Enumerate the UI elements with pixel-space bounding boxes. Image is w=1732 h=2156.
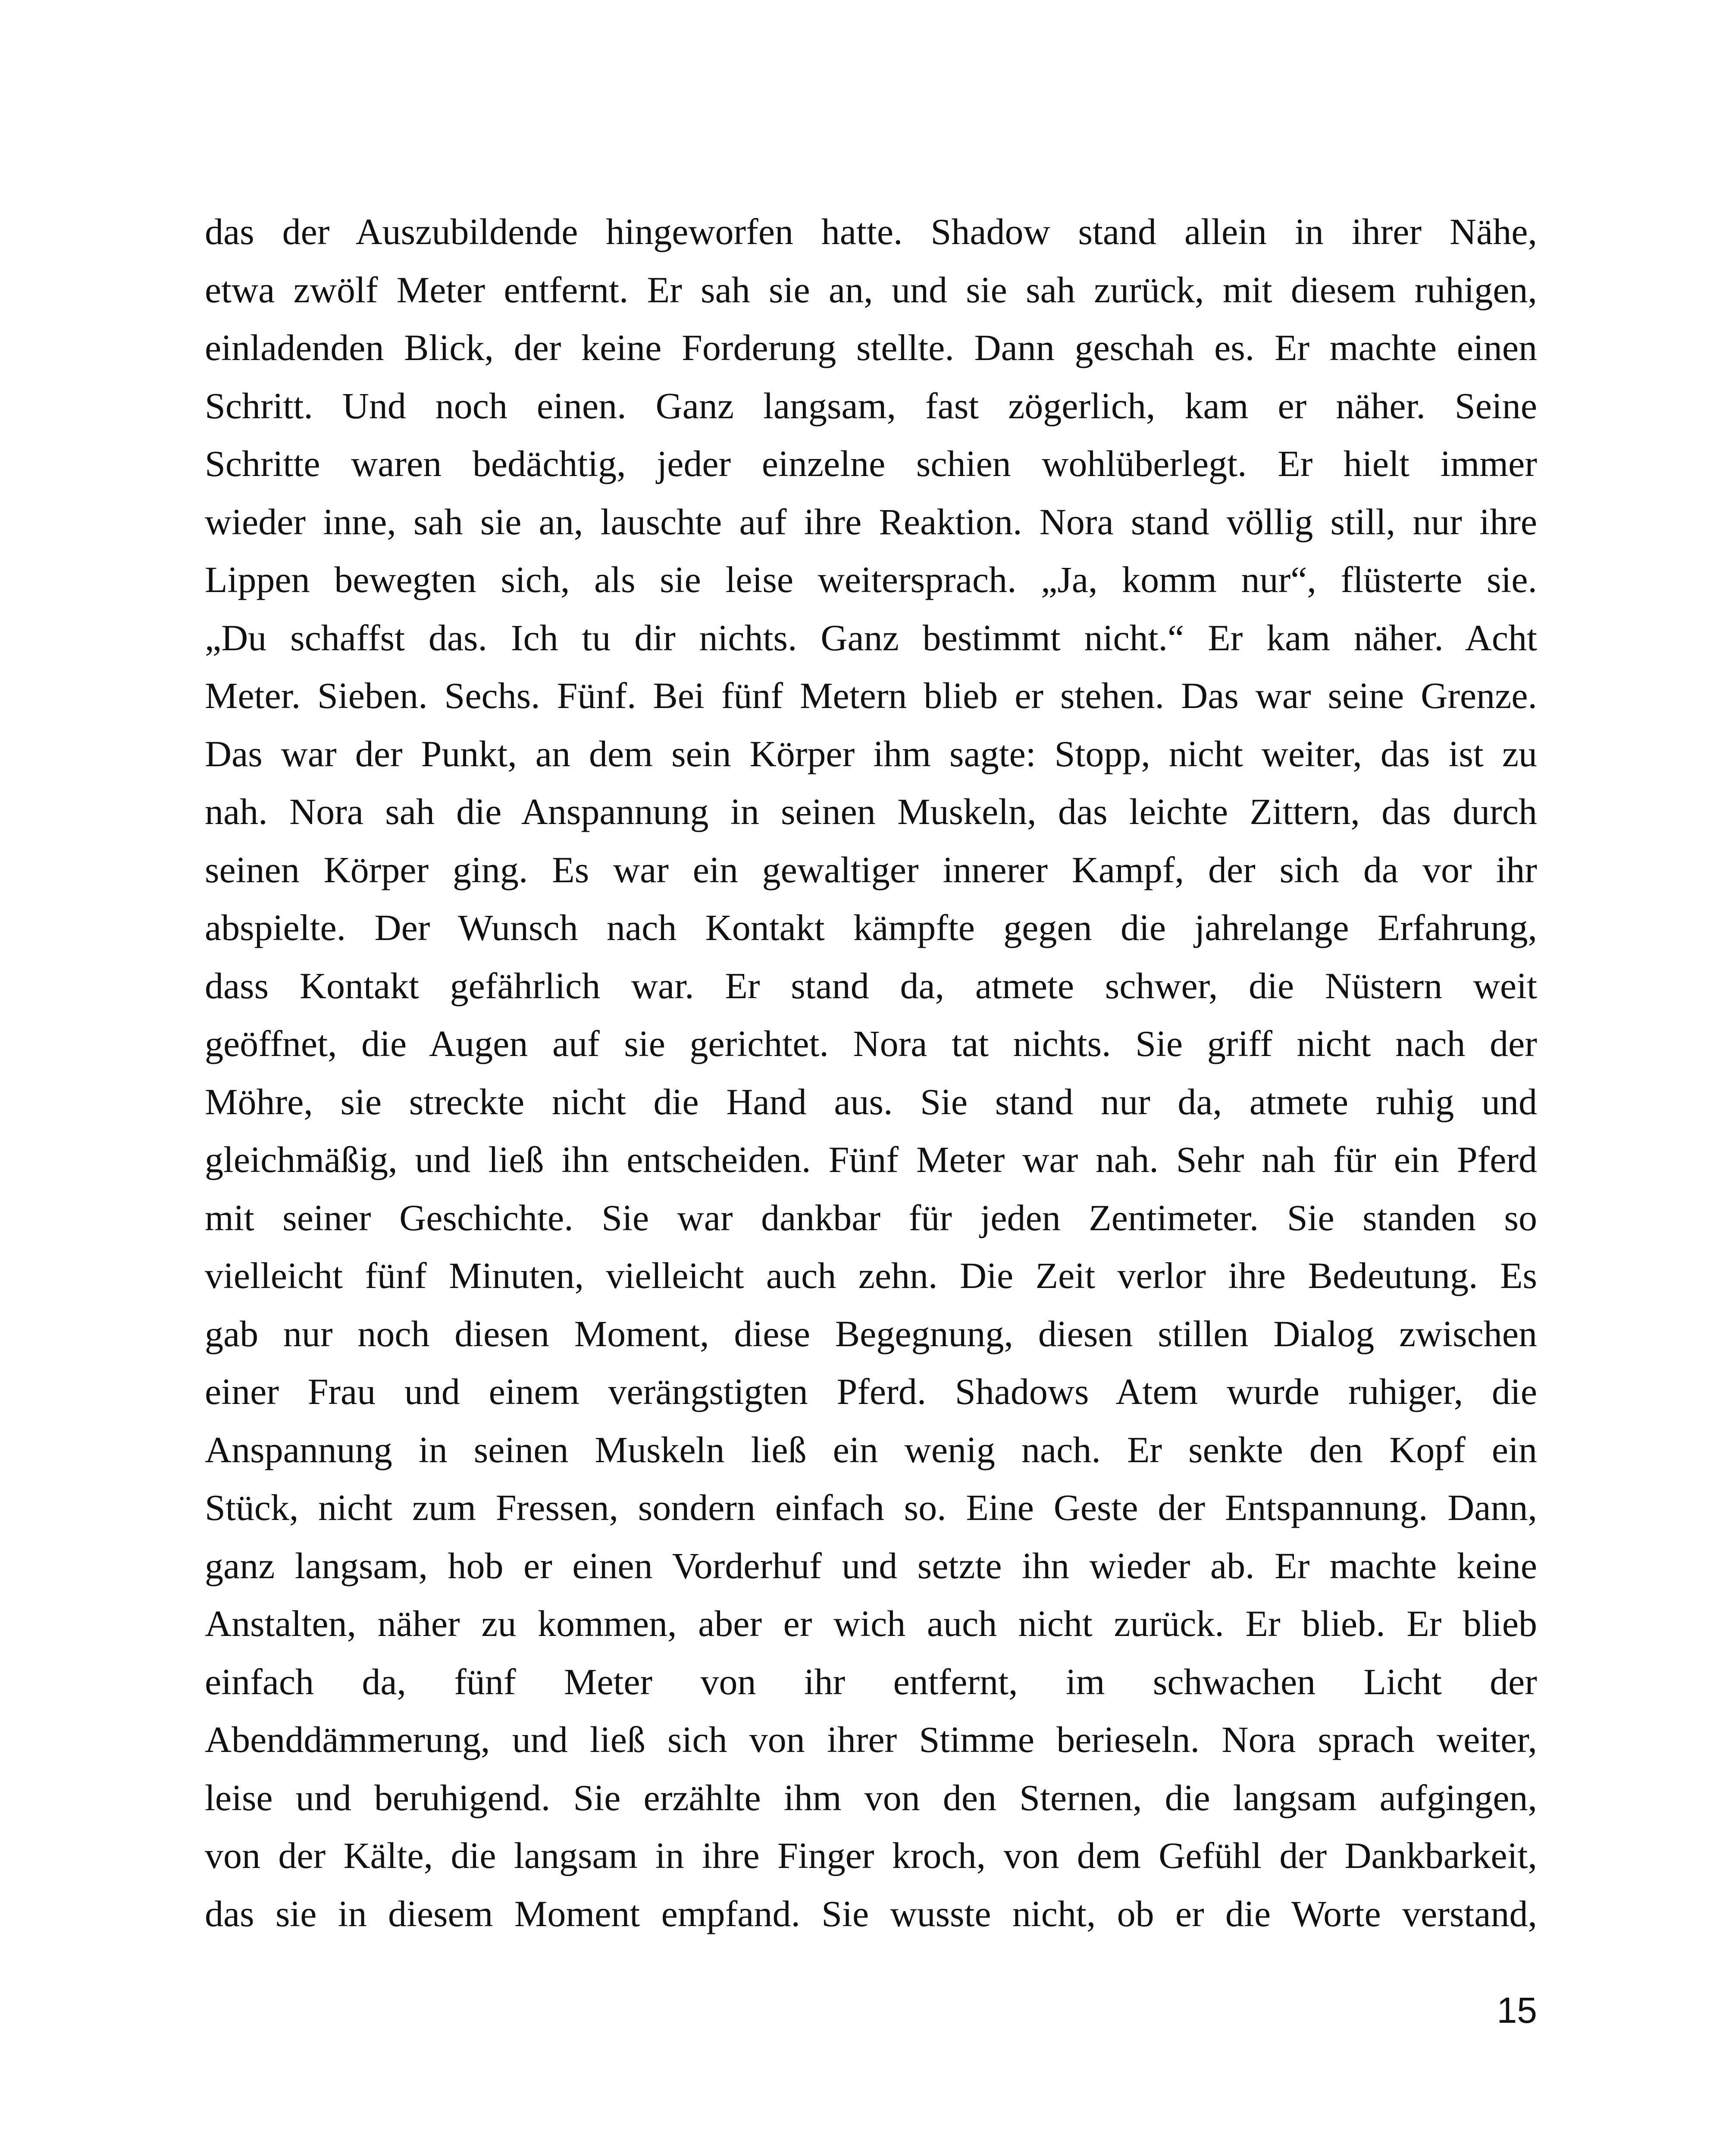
text-line: ganz langsam, hob er einen Vorderhuf und setzte ihn wieder ab. Er machte keine [205, 1545, 1537, 1586]
text-line: von der Kälte, die langsam in ihre Finger kroch, von dem Gefühl der Dankbarkeit, [205, 1835, 1537, 1876]
text-line: Das war der Punkt, an dem sein Körper ihm sagte: Stopp, nicht weiter, das ist zu [205, 733, 1537, 774]
text-line: das sie in diesem Moment empfand. Sie wusste nicht, ob er die Worte verstand, [205, 1893, 1537, 1934]
text-line: einer Frau und einem verängstigten Pferd. Shadows Atem wurde ruhiger, die [205, 1371, 1537, 1412]
text-line: nah. Nora sah die Anspannung in seinen Muskeln, das leichte Zittern, das durch [205, 791, 1537, 832]
text-line: Abenddämmerung, und ließ sich von ihrer Stimme berieseln. Nora sprach weiter, [205, 1719, 1537, 1760]
text-line: etwa zwölf Meter entfernt. Er sah sie an, und sie sah zurück, mit diesem ruhigen, [205, 269, 1537, 310]
text-line: Meter. Sieben. Sechs. Fünf. Bei fünf Metern blieb er stehen. Das war seine Grenze. [205, 675, 1537, 716]
text-line: gab nur noch diesen Moment, diese Begegnung, diesen stillen Dialog zwischen [205, 1313, 1537, 1354]
text-line: geöffnet, die Augen auf sie gerichtet. Nora tat nichts. Sie griff nicht nach der [205, 1023, 1537, 1064]
page-number: 15 [1497, 1990, 1537, 2031]
text-line: das der Auszubildende hingeworfen hatte. Shadow stand allein in ihrer Nähe, [205, 211, 1537, 252]
text-line: „Du schaffst das. Ich tu dir nichts. Ganz bestimmt nicht.“ Er kam näher. Acht [205, 617, 1537, 658]
text-line: Anstalten, näher zu kommen, aber er wich auch nicht zurück. Er blieb. Er blieb [205, 1603, 1537, 1644]
text-line: mit seiner Geschichte. Sie war dankbar für jeden Zentimeter. Sie standen so [205, 1197, 1537, 1238]
text-line: Möhre, sie streckte nicht die Hand aus. Sie stand nur da, atmete ruhig und [205, 1081, 1537, 1122]
text-line: abspielte. Der Wunsch nach Kontakt kämpfte gegen die jahrelange Erfahrung, [205, 907, 1537, 948]
text-line: Schritt. Und noch einen. Ganz langsam, fast zögerlich, kam er näher. Seine [205, 385, 1537, 426]
text-line: einladenden Blick, der keine Forderung stellte. Dann geschah es. Er machte einen [205, 327, 1537, 368]
text-line: einfach da, fünf Meter von ihr entfernt, im schwachen Licht der [205, 1661, 1537, 1702]
text-line: gleichmäßig, und ließ ihn entscheiden. Fünf Meter war nah. Sehr nah für ein Pferd [205, 1139, 1537, 1180]
text-line: Lippen bewegten sich, als sie leise weitersprach. „Ja, komm nur“, flüsterte sie. [205, 559, 1537, 600]
text-line: Stück, nicht zum Fressen, sondern einfach so. Eine Geste der Entspannung. Dann, [205, 1487, 1537, 1528]
text-line: wieder inne, sah sie an, lauschte auf ihre Reaktion. Nora stand völlig still, nur ihre [205, 501, 1537, 542]
text-line: dass Kontakt gefährlich war. Er stand da, atmete schwer, die Nüstern weit [205, 965, 1537, 1006]
text-line: leise und beruhigend. Sie erzählte ihm von den Sternen, die langsam aufgingen, [205, 1777, 1537, 1818]
text-line: Schritte waren bedächtig, jeder einzelne schien wohlüberlegt. Er hielt immer [205, 443, 1537, 484]
text-line: seinen Körper ging. Es war ein gewaltiger innerer Kampf, der sich da vor ihr [205, 849, 1537, 890]
text-line: vielleicht fünf Minuten, vielleicht auch zehn. Die Zeit verlor ihre Bedeutung. Es [205, 1255, 1537, 1296]
text-line: Anspannung in seinen Muskeln ließ ein wenig nach. Er senkte den Kopf ein [205, 1429, 1537, 1470]
body-text [205, 203, 1537, 1943]
